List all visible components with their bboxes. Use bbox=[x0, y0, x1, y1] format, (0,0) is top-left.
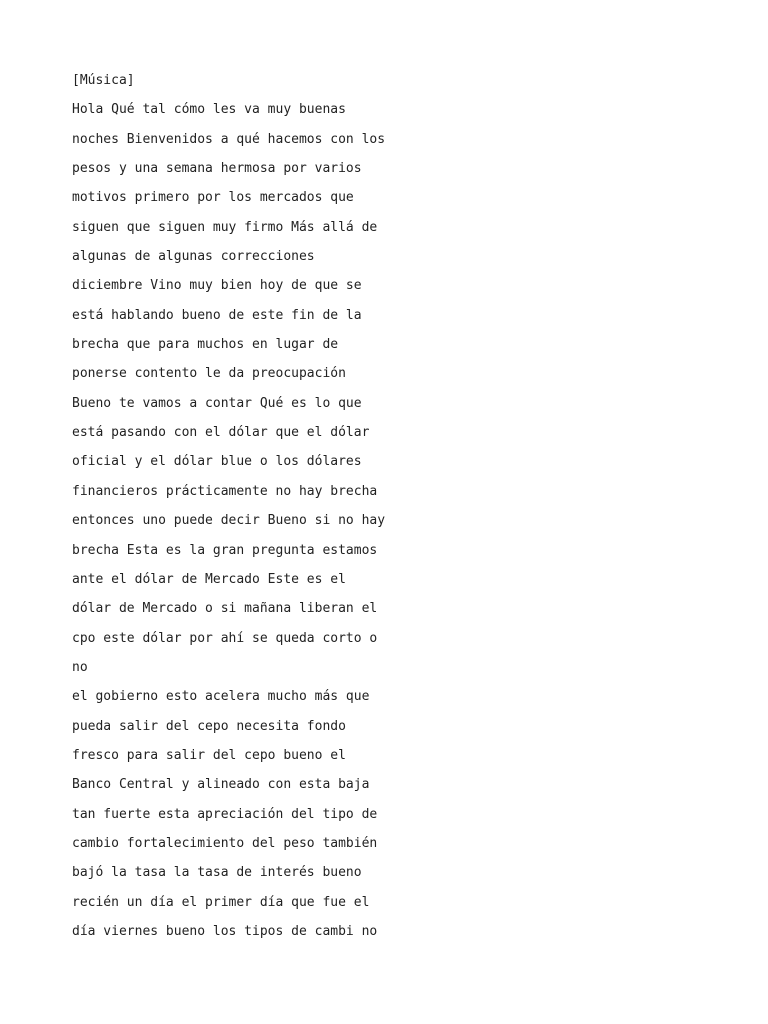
transcript-line: el gobierno esto acelera mucho más que bbox=[72, 689, 370, 705]
transcript-line: financieros prácticamente no hay brecha bbox=[72, 483, 378, 499]
transcript-line: Banco Central y alineado con esta baja bbox=[72, 777, 370, 793]
transcript-line: algunas de algunas correcciones bbox=[72, 249, 315, 265]
transcript-line: entonces uno puede decir Bueno si no hay bbox=[72, 513, 386, 529]
transcript-line: ponerse contento le da preocupación bbox=[72, 366, 346, 382]
transcript-line: tan fuerte esta apreciación del tipo de bbox=[72, 806, 378, 822]
transcript-line: noches Bienvenidos a qué hacemos con los bbox=[72, 131, 386, 147]
transcript-text bbox=[72, 66, 692, 946]
transcript-line: pueda salir del cepo necesita fondo bbox=[72, 718, 346, 734]
transcript-line: no bbox=[72, 659, 88, 675]
transcript-line: Hola Qué tal cómo les va muy buenas bbox=[72, 102, 346, 118]
transcript-line: dólar de Mercado o si mañana liberan el bbox=[72, 601, 378, 617]
transcript-line: brecha que para muchos en lugar de bbox=[72, 337, 339, 353]
transcript-line: motivos primero por los mercados que bbox=[72, 190, 354, 206]
transcript-line: cpo este dólar por ahí se queda corto o bbox=[72, 630, 378, 646]
transcript-line: está pasando con el dólar que el dólar bbox=[72, 425, 370, 441]
transcript-line: [Música] bbox=[72, 73, 135, 88]
transcript-line: bajó la tasa la tasa de interés bueno bbox=[72, 865, 362, 881]
transcript-line: cambio fortalecimiento del peso también bbox=[72, 835, 378, 851]
transcript-line: brecha Esta es la gran pregunta estamos bbox=[72, 542, 378, 558]
transcript-line: Bueno te vamos a contar Qué es lo que bbox=[72, 395, 362, 411]
transcript-line: está hablando bueno de este fin de la bbox=[72, 307, 362, 323]
transcript-line: día viernes bueno los tipos de cambi no bbox=[72, 923, 378, 939]
transcript-line: oficial y el dólar blue o los dólares bbox=[72, 454, 362, 470]
transcript-line: siguen que siguen muy firmo Más allá de bbox=[72, 219, 378, 235]
transcript-line: fresco para salir del cepo bueno el bbox=[72, 747, 346, 763]
transcript-line: diciembre Vino muy bien hoy de que se bbox=[72, 278, 362, 294]
transcript-line: recién un día el primer día que fue el bbox=[72, 894, 370, 910]
transcript-line: pesos y una semana hermosa por varios bbox=[72, 161, 362, 177]
transcript-line: ante el dólar de Mercado Este es el bbox=[72, 571, 346, 587]
